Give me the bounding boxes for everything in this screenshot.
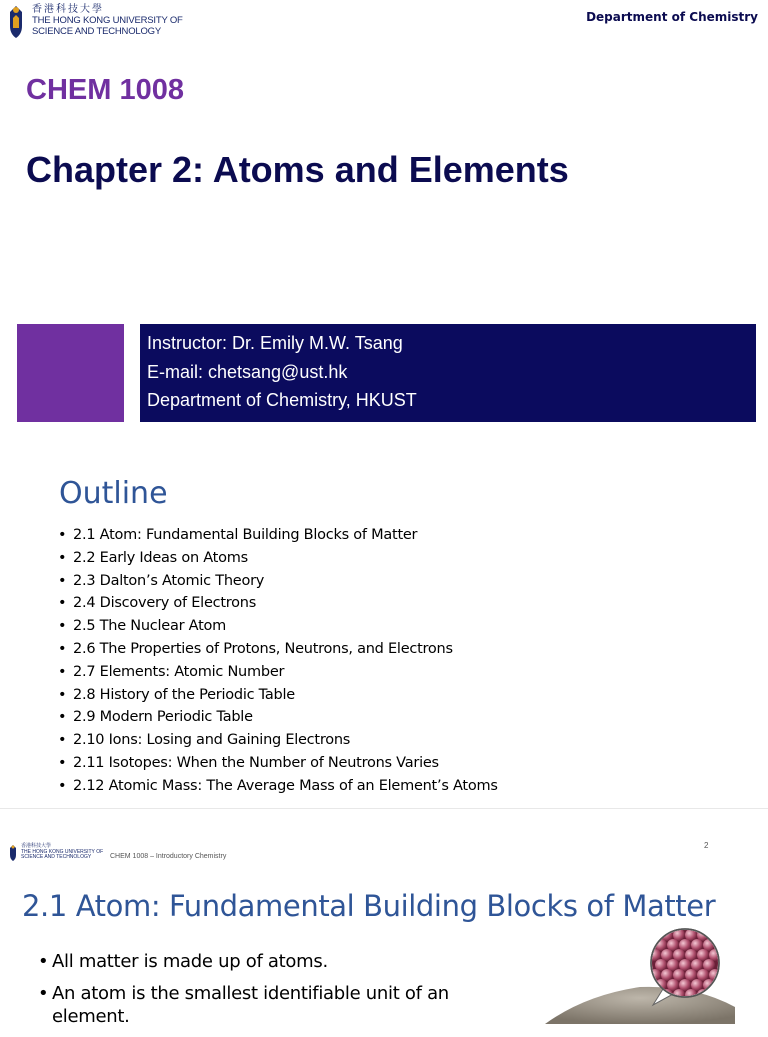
department-header: Department of Chemistry <box>586 10 758 24</box>
course-code: CHEM 1008 <box>26 74 184 106</box>
instructor-email: E-mail: chetsang@ust.hk <box>147 362 348 382</box>
outline-item: • 2.5 The Nuclear Atom <box>58 618 227 635</box>
outline-item: • 2.8 History of the Periodic Table <box>58 686 295 703</box>
university-crest-icon <box>6 4 26 40</box>
purple-accent-block <box>17 324 124 422</box>
section-title: 2.1 Atom: Fundamental Building Blocks of Matter <box>22 889 716 923</box>
logo-line2: SCIENCE AND TECHNOLOGY <box>32 26 161 37</box>
page-number: 2 <box>704 841 709 850</box>
footer-course-text: CHEM 1008 – Introductory Chemistry <box>110 853 227 860</box>
outline-title: Outline <box>59 476 168 511</box>
outline-item: • 2.3 Dalton’s Atomic Theory <box>58 572 265 589</box>
section-bullet: • An atom is the smallest identifiable unit of an element. <box>38 983 449 1027</box>
outline-item: • 2.4 Discovery of Electrons <box>58 595 257 612</box>
instructor-affiliation: Department of Chemistry, HKUST <box>147 390 417 410</box>
outline-item: • 2.7 Elements: Atomic Number <box>58 663 285 680</box>
section-bullet: • All matter is made up of atoms. <box>38 951 328 972</box>
outline-item: • 2.2 Early Ideas on Atoms <box>58 549 248 566</box>
chapter-title: Chapter 2: Atoms and Elements <box>26 149 569 190</box>
outline-item: • 2.1 Atom: Fundamental Building Blocks of Matter <box>58 527 418 543</box>
outline-item: • 2.6 The Properties of Protons, Neutrons, and Electrons <box>58 640 453 657</box>
footer-logo-chinese: 香港科技大學 <box>21 843 52 849</box>
outline-item: • 2.11 Isotopes: When the Number of Neutrons Varies <box>58 754 439 771</box>
logo-chinese-text: 香港科技大學 <box>32 4 104 15</box>
footer-logo-line1: THE HONG KONG UNIVERSITY OF <box>21 848 104 855</box>
slide-divider <box>0 808 768 809</box>
instructor-name: Instructor: Dr. Emily M.W. Tsang <box>147 333 403 353</box>
title-slide <box>0 0 768 430</box>
logo-line1: THE HONG KONG UNIVERSITY OF <box>32 15 183 26</box>
university-crest-icon <box>8 844 18 862</box>
outline-list <box>58 524 498 798</box>
outline-item: • 2.10 Ions: Losing and Gaining Electrons <box>58 732 351 749</box>
atoms-in-matter-illustration <box>545 925 735 1024</box>
outline-item: • 2.9 Modern Periodic Table <box>58 709 253 726</box>
outline-item: • 2.12 Atomic Mass: The Average Mass of an Element’s Atoms <box>58 777 498 794</box>
footer-logo <box>8 844 103 862</box>
university-logo <box>6 4 206 44</box>
footer-logo-line2: SCIENCE AND TECHNOLOGY <box>21 854 92 861</box>
